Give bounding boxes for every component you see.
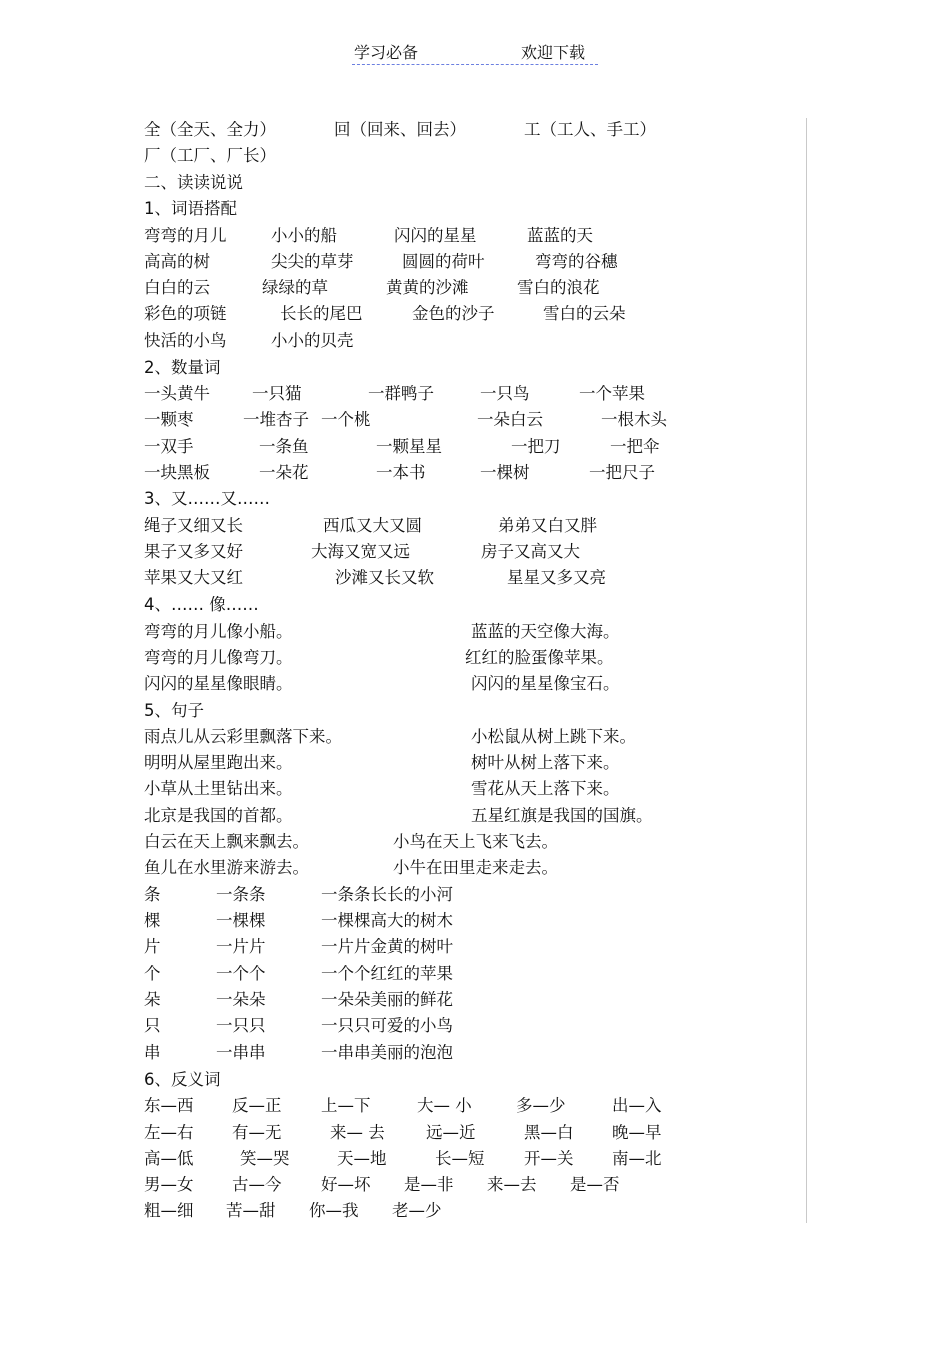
text-line: [0, 593, 950, 617]
text-cell: 雪白的浪花: [517, 278, 600, 297]
text-cell: 一朵朵美丽的鲜花: [321, 990, 453, 1009]
text-cell: 西瓜又大又圆: [323, 516, 422, 535]
text-cell: 树叶从树上落下来。: [471, 753, 620, 772]
text-cell: 小牛在田里走来走去。: [393, 858, 558, 877]
text-cell: 东—西: [144, 1096, 194, 1115]
text-cell: 南—北: [612, 1149, 662, 1168]
text-line: [0, 356, 950, 380]
text-line: [0, 224, 950, 248]
text-cell: 尖尖的草芽: [271, 252, 354, 271]
text-cell: 一棵棵: [216, 911, 266, 930]
text-cell: 一只只可爱的小鸟: [321, 1016, 453, 1035]
text-cell: 上—下: [321, 1096, 371, 1115]
text-cell: 明明从屋里跑出来。: [144, 753, 293, 772]
text-cell: 一块黑板: [144, 463, 210, 482]
text-cell: 星星又多又亮: [507, 568, 606, 587]
text-line: [0, 962, 950, 986]
text-line: [0, 725, 950, 749]
text-line: [0, 646, 950, 670]
text-cell: 闪闪的星星: [394, 226, 477, 245]
text-cell: 一棵树: [480, 463, 530, 482]
text-line: [0, 1041, 950, 1065]
text-line: [0, 250, 950, 274]
text-cell: 厂（工厂、厂长）: [144, 146, 276, 165]
text-line: [0, 1147, 950, 1171]
text-cell: 古—今: [232, 1175, 282, 1194]
text-cell: 个: [144, 964, 161, 983]
text-line: [0, 118, 950, 142]
text-cell: 雨点儿从云彩里飘落下来。: [144, 727, 342, 746]
text-cell: 6、反义词: [144, 1070, 221, 1089]
text-line: [0, 1173, 950, 1197]
text-cell: 工（工人、手工）: [524, 120, 656, 139]
text-cell: 反—正: [232, 1096, 282, 1115]
text-cell: 圆圆的荷叶: [402, 252, 485, 271]
text-cell: 弯弯的月儿: [144, 226, 227, 245]
text-cell: 笑—哭: [240, 1149, 290, 1168]
text-cell: 一朵花: [259, 463, 309, 482]
text-line: [0, 830, 950, 854]
text-cell: 五星红旗是我国的国旗。: [471, 806, 653, 825]
text-cell: 晚—早: [612, 1123, 662, 1142]
text-cell: 一条条长长的小河: [321, 885, 453, 904]
text-cell: 弯弯的谷穗: [535, 252, 618, 271]
text-cell: 蓝蓝的天: [527, 226, 593, 245]
header-right-text: 欢迎下载: [521, 43, 586, 62]
text-cell: 一条鱼: [259, 437, 309, 456]
text-cell: 白云在天上飘来飘去。: [144, 832, 309, 851]
text-cell: 二、读读说说: [144, 173, 243, 192]
text-cell: 白白的云: [144, 278, 210, 297]
text-cell: 天—地: [337, 1149, 387, 1168]
text-cell: 回（回来、回去）: [334, 120, 466, 139]
text-cell: 只: [144, 1016, 161, 1035]
text-cell: 一条条: [216, 885, 266, 904]
text-cell: 好—坏: [321, 1175, 371, 1194]
text-cell: 弟弟又白又胖: [498, 516, 597, 535]
text-line: [0, 197, 950, 221]
text-cell: 2、数量词: [144, 358, 221, 377]
text-cell: 朵: [144, 990, 161, 1009]
text-cell: 闪闪的星星像宝石。: [471, 674, 620, 693]
text-cell: 一根木头: [601, 410, 667, 429]
text-line: [0, 382, 950, 406]
text-line: [0, 909, 950, 933]
text-line: [0, 171, 950, 195]
text-cell: 是—否: [570, 1175, 620, 1194]
text-line: [0, 1121, 950, 1145]
text-line: [0, 461, 950, 485]
text-cell: 一双手: [144, 437, 194, 456]
text-cell: 小松鼠从树上跳下来。: [471, 727, 636, 746]
text-line: [0, 883, 950, 907]
text-line: [0, 1094, 950, 1118]
text-cell: 黑—白: [524, 1123, 574, 1142]
text-cell: 棵: [144, 911, 161, 930]
text-line: [0, 1068, 950, 1092]
text-cell: 小草从土里钻出来。: [144, 779, 293, 798]
text-cell: 一把刀: [511, 437, 561, 456]
text-cell: 一把伞: [610, 437, 660, 456]
text-cell: 蓝蓝的天空像大海。: [471, 622, 620, 641]
header-dashed-rule: [352, 64, 598, 65]
text-line: [0, 302, 950, 326]
text-cell: 一个个红红的苹果: [321, 964, 453, 983]
text-cell: 快活的小鸟: [144, 331, 227, 350]
text-line: [0, 777, 950, 801]
text-cell: 苦—甜: [226, 1201, 276, 1220]
text-line: [0, 751, 950, 775]
text-cell: 绿绿的草: [262, 278, 328, 297]
text-line: [0, 620, 950, 644]
text-cell: 来— 去: [330, 1123, 385, 1142]
text-cell: 彩色的项链: [144, 304, 227, 323]
text-cell: 长长的尾巴: [280, 304, 363, 323]
text-cell: 一颗枣: [144, 410, 194, 429]
text-cell: 出—入: [612, 1096, 662, 1115]
text-cell: 一片片: [216, 937, 266, 956]
text-cell: 雪花从天上落下来。: [471, 779, 620, 798]
text-cell: 一串串: [216, 1043, 266, 1062]
text-cell: 男—女: [144, 1175, 194, 1194]
text-cell: 雪白的云朵: [543, 304, 626, 323]
text-cell: 一朵白云: [477, 410, 543, 429]
text-cell: 北京是我国的首都。: [144, 806, 293, 825]
text-cell: 一只猫: [252, 384, 302, 403]
text-cell: 有—无: [232, 1123, 282, 1142]
header-left-text: 学习必备: [354, 43, 419, 62]
text-cell: 黄黄的沙滩: [386, 278, 469, 297]
text-line: [0, 935, 950, 959]
text-cell: 大— 小: [417, 1096, 472, 1115]
text-cell: 小鸟在天上飞来飞去。: [393, 832, 558, 851]
text-cell: 小小的船: [271, 226, 337, 245]
text-cell: 一个桃: [321, 410, 371, 429]
text-cell: 串: [144, 1043, 161, 1062]
text-cell: 是—非: [404, 1175, 454, 1194]
text-cell: 一群鸭子: [368, 384, 434, 403]
text-cell: 片: [144, 937, 161, 956]
text-line: [0, 435, 950, 459]
text-cell: 绳子又细又长: [144, 516, 243, 535]
text-cell: 一个个: [216, 964, 266, 983]
text-cell: 来—去: [487, 1175, 537, 1194]
text-line: [0, 1199, 950, 1223]
text-line: [0, 276, 950, 300]
text-cell: 一堆杏子: [243, 410, 309, 429]
text-cell: 小小的贝壳: [271, 331, 354, 350]
text-line: [0, 1014, 950, 1038]
text-cell: 5、句子: [144, 701, 204, 720]
text-cell: 高高的树: [144, 252, 210, 271]
text-line: [0, 540, 950, 564]
text-cell: 高—低: [144, 1149, 194, 1168]
text-cell: 沙滩又长又软: [335, 568, 434, 587]
text-cell: 一颗星星: [376, 437, 442, 456]
text-cell: 远—近: [426, 1123, 476, 1142]
text-cell: 鱼儿在水里游来游去。: [144, 858, 309, 877]
text-cell: 3、又……又……: [144, 489, 270, 508]
text-cell: 开—关: [524, 1149, 574, 1168]
text-cell: 一头黄牛: [144, 384, 210, 403]
text-cell: 一朵朵: [216, 990, 266, 1009]
text-cell: 果子又多又好: [144, 542, 243, 561]
text-line: [0, 699, 950, 723]
text-cell: 老—少: [392, 1201, 442, 1220]
text-cell: 金色的沙子: [412, 304, 495, 323]
text-cell: 一个苹果: [579, 384, 645, 403]
text-cell: 一棵棵高大的树木: [321, 911, 453, 930]
text-line: [0, 487, 950, 511]
text-cell: 左—右: [144, 1123, 194, 1142]
text-cell: 大海又宽又远: [311, 542, 410, 561]
text-line: [0, 329, 950, 353]
text-cell: 1、词语搭配: [144, 199, 237, 218]
text-cell: 一把尺子: [589, 463, 655, 482]
text-line: [0, 856, 950, 880]
text-line: [0, 566, 950, 590]
text-line: [0, 408, 950, 432]
text-line: [0, 988, 950, 1012]
text-cell: 一片片金黄的树叶: [321, 937, 453, 956]
text-cell: 弯弯的月儿像小船。: [144, 622, 293, 641]
text-cell: 房子又高又大: [481, 542, 580, 561]
text-cell: 长—短: [435, 1149, 485, 1168]
text-cell: 4、…… 像……: [144, 595, 259, 614]
text-cell: 你—我: [309, 1201, 359, 1220]
text-cell: 全（全天、全力）: [144, 120, 276, 139]
text-cell: 闪闪的星星像眼睛。: [144, 674, 293, 693]
text-cell: 苹果又大又红: [144, 568, 243, 587]
text-cell: 一只只: [216, 1016, 266, 1035]
text-cell: 弯弯的月儿像弯刀。: [144, 648, 293, 667]
text-cell: 一本书: [376, 463, 426, 482]
text-cell: 一串串美丽的泡泡: [321, 1043, 453, 1062]
text-cell: 粗—细: [144, 1201, 194, 1220]
text-cell: 多—少: [516, 1096, 566, 1115]
text-line: [0, 804, 950, 828]
text-cell: 一只鸟: [480, 384, 530, 403]
text-line: [0, 144, 950, 168]
text-cell: 红红的脸蛋像苹果。: [465, 648, 614, 667]
text-line: [0, 672, 950, 696]
text-cell: 条: [144, 885, 161, 904]
text-line: [0, 514, 950, 538]
